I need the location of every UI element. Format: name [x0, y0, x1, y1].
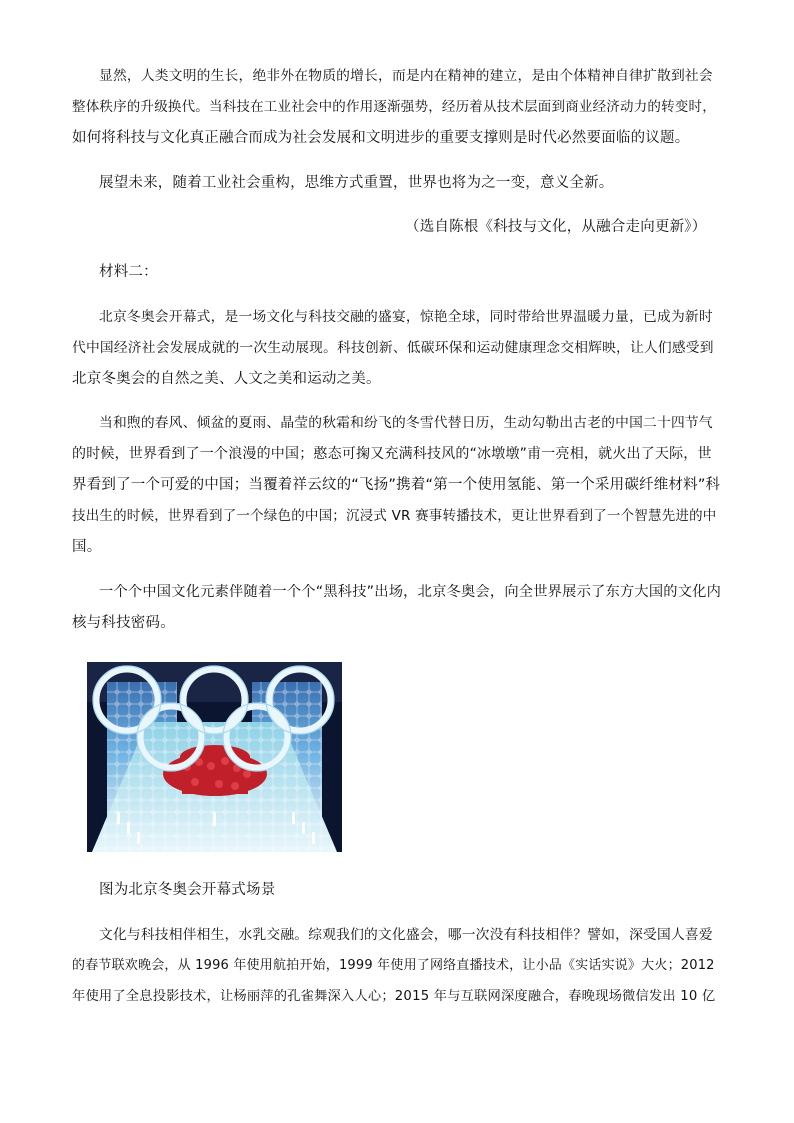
p3-line-3: 北京冬奥会的自然之美、人文之美和运动之美。 — [72, 371, 381, 387]
p6-line-3: 年使用了全息投影技术，让杨丽萍的孔雀舞深入人心；2015 年与互联网深度融合，春晚现场微信发出 10 亿 — [72, 989, 716, 1004]
p4-line-5: 国。 — [72, 539, 102, 555]
p1-line-2: 整体秩序的升级换代。当科技在工业社会中的作用逐渐强势，经历着从技术层面到商业经济动力的转变时， — [72, 99, 716, 115]
p2-line-1: 展望未来，随着工业社会重构，思维方式重置，世界也将为之一变，意义全新。 — [99, 175, 614, 191]
opening-ceremony-photo — [87, 662, 342, 852]
p1-line-3: 如何将科技与文化真正融合而成为社会发展和文明进步的重要支撑则是时代必然要面临的议题。 — [72, 130, 690, 146]
p3-line-2: 代中国经济社会发展成就的一次生动展现。科技创新、低碳环保和运动健康理念交相辉映，让人们感受到 — [72, 340, 714, 356]
material-heading: 材料二： — [99, 264, 158, 280]
p6-line-1: 文化与科技相伴相生，水乳交融。综观我们的文化盛会，哪一次没有科技相伴？譬如，深受国人喜爱 — [99, 927, 713, 943]
p5-line-2: 核与科技密码。 — [72, 615, 175, 631]
photo-caption: 图为北京冬奥会开幕式场景 — [99, 882, 276, 898]
source-citation: （选自陈根《科技与文化，从融合走向更新》） — [405, 219, 707, 235]
p4-line-1: 当和煦的春风、倾盆的夏雨、晶莹的秋霜和纷飞的冬雪代替日历，生动勾勒出古老的中国二十四节气 — [99, 415, 713, 431]
p4-line-2: 的时候，世界看到了一个浪漫的中国；憨态可掬又充满科技风的“冰墩墩”甫一亮相，就火出了天际，世 — [72, 446, 712, 462]
p6-line-2: 的春节联欢晚会，从 1996 年使用航拍开始，1999 年使用了网络直播技术，让小品《实话实说》大火；2012 — [72, 958, 715, 973]
p4-line-4: 技出生的时候，世界看到了一个绿色的中国；沉浸式 VR 赛事转播技术，更让世界看到了一个智慧先进的中 — [72, 508, 717, 524]
p3-line-1: 北京冬奥会开幕式，是一场文化与科技交融的盛宴，惊艳全球，同时带给世界温暖力量，已成为新时 — [99, 309, 713, 325]
p1-line-1: 显然，人类文明的生长，绝非外在物质的增长，而是内在精神的建立，是由个体精神自律扩散到社会 — [99, 68, 713, 84]
p5-line-1: 一个个中国文化元素伴随着一个个“黑科技”出场，北京冬奥会，向全世界展示了东方大国的文化内 — [99, 584, 722, 600]
p4-line-3: 界看到了一个可爱的中国；当覆着祥云纹的“飞扬”携着“第一个使用氢能、第一个采用碳纤维材料”科 — [72, 477, 721, 493]
